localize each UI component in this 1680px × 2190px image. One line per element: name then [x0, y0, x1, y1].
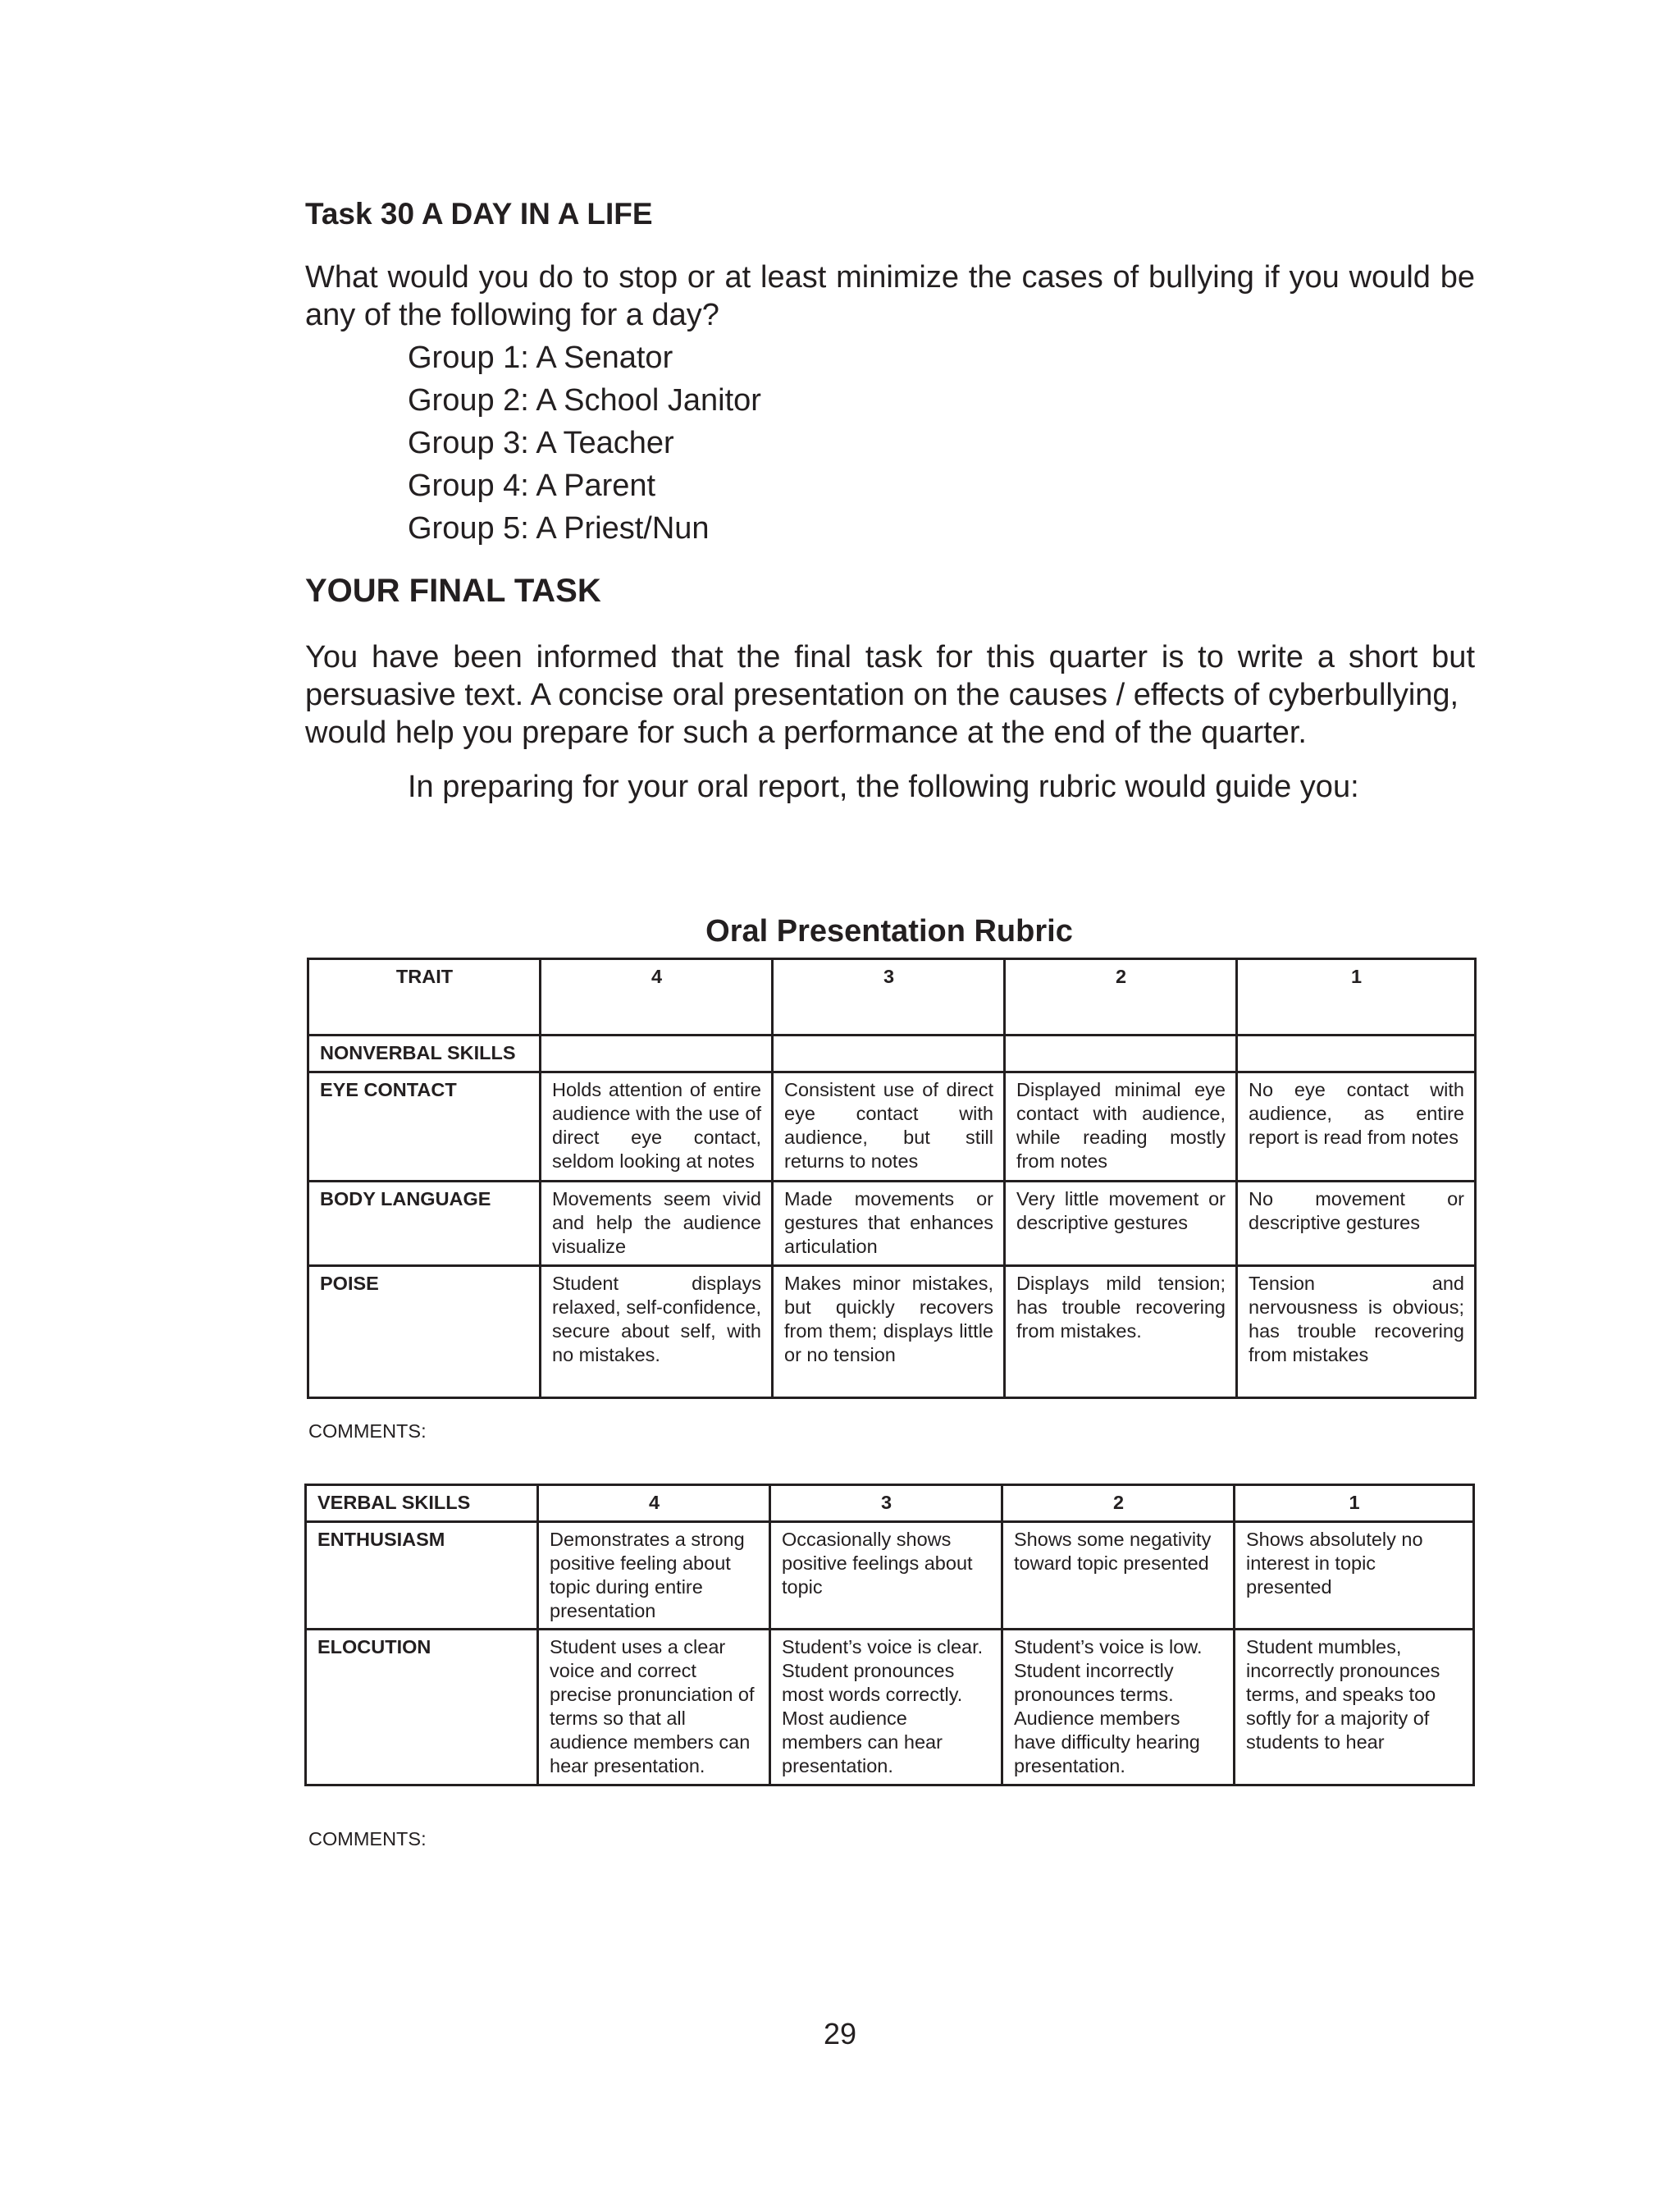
rubric-cell: Displays mild tension; has trouble recovering from mistakes. [1005, 1266, 1237, 1398]
comments-label: COMMENTS: [308, 1420, 427, 1442]
header-score-3: 3 [773, 959, 1005, 1036]
header-verbal-skills: VERBAL SKILLS [306, 1485, 538, 1522]
header-score-1: 1 [1237, 959, 1476, 1036]
task-heading: Task 30 A DAY IN A LIFE [305, 197, 653, 231]
rubric-cell: Student uses a clear voice and correct precise pronunciation of terms so that all audience members can hear presentation. [538, 1630, 770, 1785]
empty-cell [541, 1036, 773, 1072]
empty-cell [773, 1036, 1005, 1072]
header-score-4: 4 [541, 959, 773, 1036]
rubric-cell: Shows some negativity toward topic presented [1002, 1522, 1235, 1630]
empty-cell [1005, 1036, 1237, 1072]
table-header-row [306, 1485, 1474, 1522]
rubric-cell: Student’s voice is clear. Student pronounces most words correctly. Most audience members can hear presentation. [770, 1630, 1002, 1785]
rubric-cell: Consistent use of direct eye contact with audience, but still returns to notes [773, 1072, 1005, 1182]
page-number: 29 [823, 2017, 857, 2051]
table-row [308, 1182, 1476, 1266]
nonverbal-rubric-table [307, 958, 1477, 1399]
table-row [308, 1072, 1476, 1182]
group-item: Group 4: A Parent [408, 469, 656, 503]
rubric-cell: Occasionally shows positive feelings about topic [770, 1522, 1002, 1630]
final-task-heading: YOUR FINAL TASK [305, 573, 601, 609]
rubric-cell: Demonstrates a strong positive feeling about topic during entire presentation [538, 1522, 770, 1630]
rubric-title: Oral Presentation Rubric [705, 914, 1073, 949]
rubric-cell: Student mumbles, incorrectly pronounces terms, and speaks too softly for a majority of students to hear [1235, 1630, 1474, 1785]
rubric-cell: Shows absolutely no interest in topic presented [1235, 1522, 1474, 1630]
rubric-cell: Student displays relaxed, self-confidence, secure about self, with no mistakes. [541, 1266, 773, 1398]
trait-eye-contact: EYE CONTACT [308, 1072, 541, 1182]
section-label: NONVERBAL SKILLS [308, 1036, 541, 1072]
trait-elocution: ELOCUTION [306, 1630, 538, 1785]
trait-body-language: BODY LANGUAGE [308, 1182, 541, 1266]
section-row [308, 1036, 1476, 1072]
header-score-1: 1 [1235, 1485, 1474, 1522]
rubric-cell: Holds attention of entire audience with the use of direct eye contact, seldom looking at notes [541, 1072, 773, 1182]
rubric-cell: Movements seem vivid and help the audience visualize [541, 1182, 773, 1266]
group-item: Group 1: A Senator [408, 341, 673, 375]
table-row [308, 1266, 1476, 1398]
rubric-cell: No movement or descriptive gestures [1237, 1182, 1476, 1266]
verbal-rubric-table [304, 1484, 1475, 1786]
rubric-cell: Very little movement or descriptive gestures [1005, 1182, 1237, 1266]
rubric-cell: No eye contact with audience, as entire report is read from notes [1237, 1072, 1476, 1182]
header-score-2: 2 [1005, 959, 1237, 1036]
final-task-paragraph-last: would help you prepare for such a performance at the end of the quarter. [305, 716, 1307, 750]
final-task-paragraph-main: You have been informed that the final task for this quarter is to write a short but persuasive text. A concise oral presentation on the causes / effects of cyberbullying, [305, 640, 1475, 712]
rubric-cell: Makes minor mistakes, but quickly recovers from them; displays little or no tension [773, 1266, 1005, 1398]
rubric-cell: Displayed minimal eye contact with audience, while reading mostly from notes [1005, 1072, 1237, 1182]
header-score-4: 4 [538, 1485, 770, 1522]
trait-enthusiasm: ENTHUSIASM [306, 1522, 538, 1630]
group-item: Group 5: A Priest/Nun [408, 511, 710, 546]
table-header-row [308, 959, 1476, 1036]
header-score-2: 2 [1002, 1485, 1235, 1522]
table-row [306, 1522, 1474, 1630]
rubric-cell: Made movements or gestures that enhances articulation [773, 1182, 1005, 1266]
trait-poise: POISE [308, 1266, 541, 1398]
rubric-intro: In preparing for your oral report, the following rubric would guide you: [408, 770, 1359, 804]
rubric-cell: Student’s voice is low. Student incorrectly pronounces terms. Audience members have difficulty hearing presentation. [1002, 1630, 1235, 1785]
rubric-cell: Tension and nervousness is obvious; has trouble recovering from mistakes [1237, 1266, 1476, 1398]
header-trait: TRAIT [308, 959, 541, 1036]
group-item: Group 3: A Teacher [408, 426, 674, 460]
comments-label: COMMENTS: [308, 1828, 427, 1849]
group-list [408, 336, 761, 550]
header-score-3: 3 [770, 1485, 1002, 1522]
group-item: Group 2: A School Janitor [408, 383, 761, 418]
empty-cell [1237, 1036, 1476, 1072]
final-task-paragraph [305, 638, 1475, 752]
task-question: What would you do to stop or at least minimize the cases of bullying if you would be any of the following for a day? [305, 260, 1475, 332]
table-row [306, 1630, 1474, 1785]
